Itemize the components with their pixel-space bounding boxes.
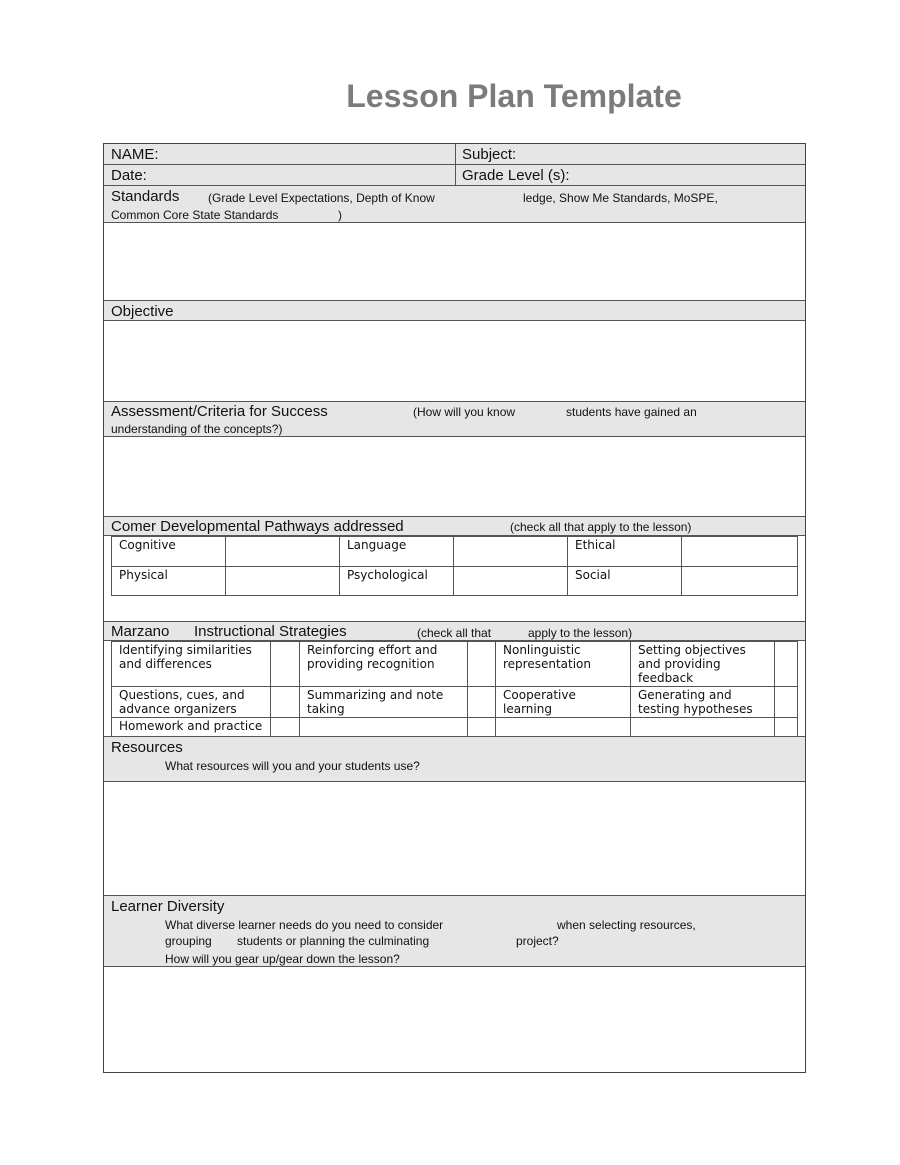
diversity-heading: Learner Diversity: [111, 898, 225, 915]
comer-language-label: Language: [340, 537, 454, 567]
standards-heading: Standards: [111, 188, 180, 205]
marzano-note: (check all that: [417, 626, 492, 640]
comer-ethical-check[interactable]: [682, 537, 798, 567]
diversity-question-2: grouping: [165, 934, 212, 948]
marzano-nonlinguistic-label: Nonlinguistic representation: [496, 642, 631, 687]
marzano-heading: Marzano: [111, 623, 170, 640]
marzano-note-cont: apply to the lesson): [528, 626, 633, 640]
comer-heading: Comer Developmental Pathways addressed: [111, 518, 404, 535]
diversity-question-2-cont: students or planning the culminating: [237, 934, 430, 948]
marzano-strategies-table: [111, 641, 798, 739]
standards-note: (Grade Level Expectations, Depth of Know: [208, 191, 435, 205]
marzano-similarities-label: Identifying similarities and differences: [112, 642, 271, 687]
marzano-hypotheses-check[interactable]: [775, 687, 798, 718]
comer-social-label: Social: [568, 567, 682, 596]
marzano-questions-label: Questions, cues, and advance organizers: [112, 687, 271, 718]
comer-social-check[interactable]: [682, 567, 798, 596]
marzano-objectives-label: Setting objectives and providing feedback: [631, 642, 775, 687]
marzano-reinforcing-label: Reinforcing effort and providing recognition: [300, 642, 468, 687]
standards-note-cont: ledge, Show Me Standards, MoSPE,: [523, 191, 718, 205]
marzano-reinforcing-check[interactable]: [468, 642, 496, 687]
standards-answer-area[interactable]: [104, 223, 805, 300]
diversity-answer-area[interactable]: [104, 967, 805, 1072]
objective-answer-area[interactable]: [104, 321, 805, 401]
diversity-question-3: How will you gear up/gear down the lesson?: [165, 952, 400, 966]
assessment-note-cont: students have gained an: [566, 405, 697, 419]
marzano-questions-check[interactable]: [271, 687, 300, 718]
diversity-question-1-cont: when selecting resources,: [557, 918, 696, 932]
assessment-note: (How will you know: [413, 405, 516, 419]
grade-level-label: Grade Level (s):: [462, 167, 570, 184]
marzano-heading-cont: Instructional Strategies: [194, 623, 347, 640]
marzano-cooperative-label: Cooperative learning: [496, 687, 631, 718]
page-title: Lesson Plan Template: [346, 78, 682, 114]
assessment-heading: Assessment/Criteria for Success: [111, 403, 328, 420]
standards-note-line2: Common Core State Standards: [111, 208, 279, 222]
comer-ethical-label: Ethical: [568, 537, 682, 567]
diversity-question-1: What diverse learner needs do you need to consider: [165, 918, 444, 932]
objective-heading: Objective: [111, 303, 174, 320]
marzano-summarizing-check[interactable]: [468, 687, 496, 718]
standards-note-close: ): [338, 208, 342, 222]
marzano-hypotheses-label: Generating and testing hypotheses: [631, 687, 775, 718]
marzano-summarizing-label: Summarizing and note taking: [300, 687, 468, 718]
assessment-note-line2: understanding of the concepts?): [111, 422, 283, 436]
marzano-similarities-check[interactable]: [271, 642, 300, 687]
resources-question: What resources will you and your students use?: [165, 759, 420, 773]
comer-cognitive-check[interactable]: [226, 537, 340, 567]
resources-heading: Resources: [111, 739, 183, 756]
date-label: Date:: [111, 167, 147, 184]
marzano-objectives-check[interactable]: [775, 642, 798, 687]
comer-language-check[interactable]: [454, 537, 568, 567]
diversity-question-2-end: project?: [516, 934, 559, 948]
comer-note: (check all that apply to the lesson): [510, 520, 692, 534]
objective-header: [104, 300, 805, 321]
lesson-plan-form: [103, 143, 806, 1073]
name-label: NAME:: [111, 146, 159, 163]
marzano-homework-label: Homework and practice: [112, 718, 271, 739]
resources-answer-area[interactable]: [104, 782, 805, 895]
assessment-answer-area[interactable]: [104, 437, 805, 516]
comer-psychological-label: Psychological: [340, 567, 454, 596]
comer-physical-check[interactable]: [226, 567, 340, 596]
comer-physical-label: Physical: [112, 567, 226, 596]
comer-cognitive-label: Cognitive: [112, 537, 226, 567]
header-divider: [455, 144, 456, 186]
comer-pathways-table: [111, 536, 798, 596]
comer-psychological-check[interactable]: [454, 567, 568, 596]
subject-label: Subject:: [462, 146, 517, 163]
